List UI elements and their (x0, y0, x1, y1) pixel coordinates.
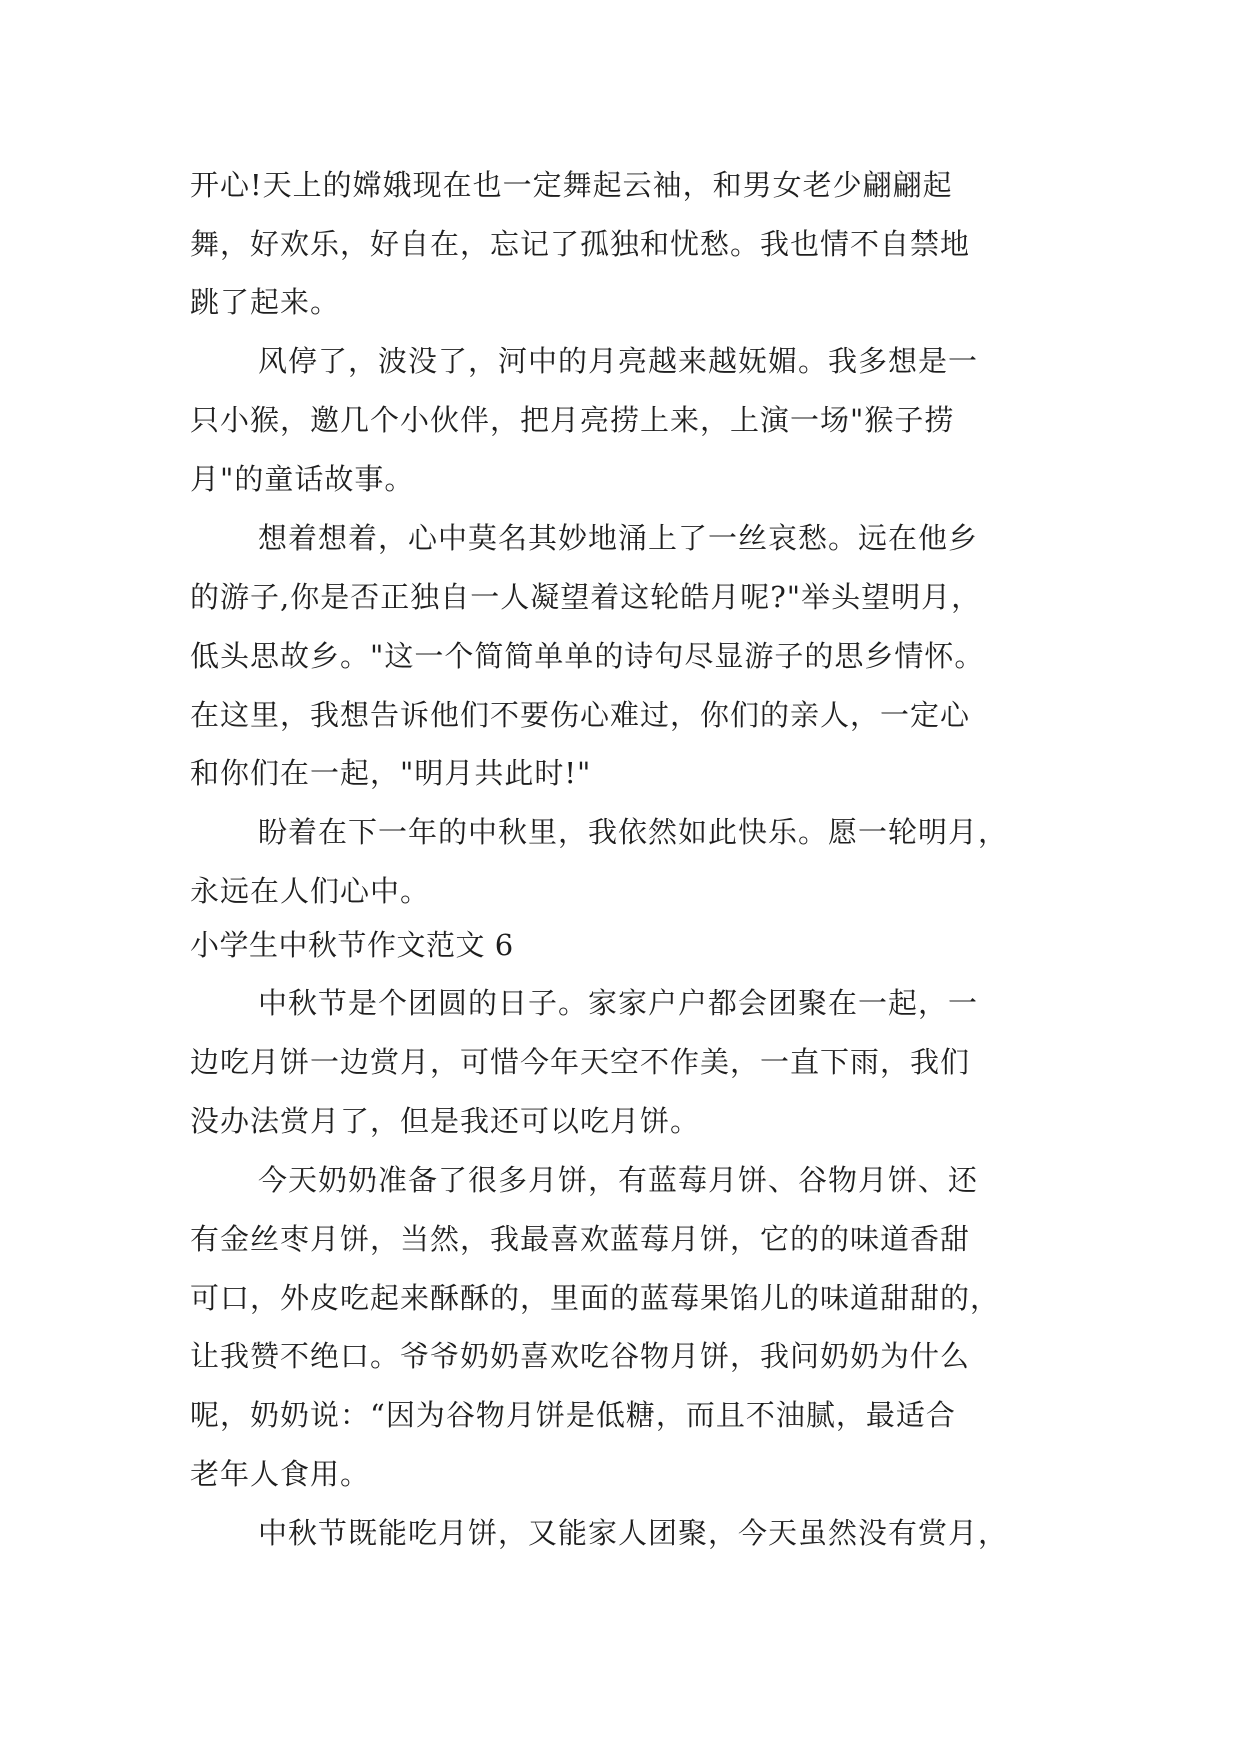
text-line: 中秋节既能吃月饼，又能家人团聚，今天虽然没有赏月， (258, 1516, 1009, 1550)
text-line: 在这里，我想告诉他们不要伤心难过，你们的亲人，一定心 (190, 698, 971, 732)
text-line: 月"的童话故事。 (190, 462, 415, 496)
text-line: 风停了，波没了，河中的月亮越来越妩媚。我多想是一 (258, 344, 979, 378)
text-line: 永远在人们心中。 (190, 874, 431, 908)
text-line: 开心!天上的嫦娥现在也一定舞起云袖，和男女老少翩翩起 (190, 168, 953, 202)
text-line: 今天奶奶准备了很多月饼，有蓝莓月饼、谷物月饼、还 (258, 1163, 979, 1197)
text-line: 和你们在一起，"明月共此时!" (190, 756, 592, 790)
text-line: 只小猴，邀几个小伙伴，把月亮捞上来，上演一场"猴子捞 (190, 403, 955, 437)
section-heading: 小学生中秋节作文范文 6 (190, 928, 514, 962)
text-line: 舞，好欢乐，好自在，忘记了孤独和忧愁。我也情不自禁地 (190, 227, 971, 261)
text-line: 中秋节是个团圆的日子。家家户户都会团聚在一起，一 (258, 986, 979, 1020)
text-line: 低头思故乡。"这一个简简单单的诗句尽显游子的思乡情怀。 (190, 639, 985, 673)
text-line: 有金丝枣月饼，当然，我最喜欢蓝莓月饼，它的的味道香甜 (190, 1222, 971, 1256)
text-line: 边吃月饼一边赏月，可惜今年天空不作美，一直下雨，我们 (190, 1045, 971, 1079)
text-line: 没办法赏月了，但是我还可以吃月饼。 (190, 1104, 701, 1138)
text-line: 的游子,你是否正独自一人凝望着这轮皓月呢?"举头望明月， (190, 580, 982, 614)
text-line: 想着想着，心中莫名其妙地涌上了一丝哀愁。远在他乡 (258, 521, 979, 555)
text-line: 呢，奶奶说：“因为谷物月饼是低糖，而且不油腻，最适合 (190, 1398, 956, 1432)
text-line: 让我赞不绝口。爷爷奶奶喜欢吃谷物月饼，我问奶奶为什么 (190, 1339, 971, 1373)
text-line: 老年人食用。 (190, 1457, 371, 1491)
text-line: 跳了起来。 (190, 285, 341, 319)
text-line: 盼着在下一年的中秋里，我依然如此快乐。愿一轮明月， (258, 815, 1009, 849)
text-line: 可口，外皮吃起来酥酥的，里面的蓝莓果馅儿的味道甜甜的， (190, 1281, 1001, 1315)
